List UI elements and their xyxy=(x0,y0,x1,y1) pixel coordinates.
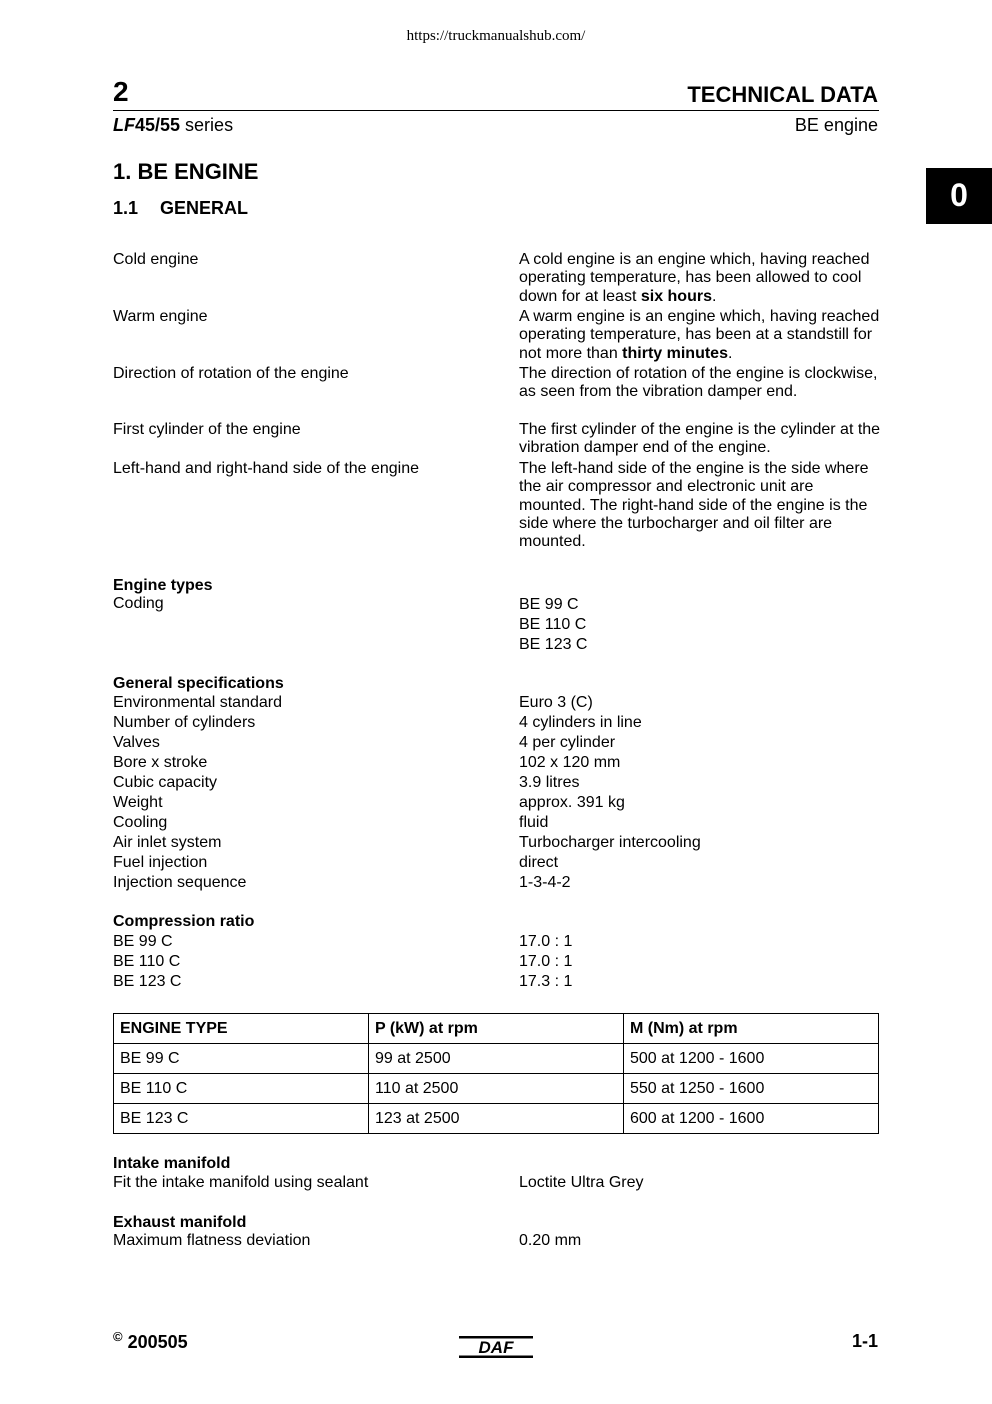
engine-code: BE 99 C xyxy=(519,596,579,613)
section-heading: 1. BE ENGINE xyxy=(113,159,259,184)
table-cell: BE 123 C xyxy=(114,1104,369,1134)
table-row xyxy=(114,1044,879,1074)
definition-text: The left-hand side of the engine is the side where the air compressor and electronic unit are mounted. The right-hand side of the engine is the side where the turbocharger and oil filter are mounted. xyxy=(519,460,869,551)
spec-label: Cubic capacity xyxy=(113,774,218,791)
subsection-number: 1.1 xyxy=(113,198,139,218)
logo-text: DAF xyxy=(478,1338,514,1358)
copyright-symbol: © xyxy=(113,1329,123,1344)
general-specs-labels xyxy=(113,693,513,893)
subsection-title: GENERAL xyxy=(160,198,249,218)
footer-date-code xyxy=(113,1329,188,1353)
series-label xyxy=(113,115,233,136)
series-italic: LF xyxy=(113,115,135,135)
exhaust-label: Maximum flatness deviation xyxy=(113,1232,311,1249)
date-code: 200505 xyxy=(127,1332,188,1352)
compression-values xyxy=(519,932,881,992)
engine-types-heading: Engine types xyxy=(113,577,213,594)
exhaust-heading: Exhaust manifold xyxy=(113,1214,247,1231)
definition-text: A cold engine is an engine which, having reached operating temperature, has been allowed to cool down for at least six hours. xyxy=(519,251,870,305)
table-header-cell: M (Nm) at rpm xyxy=(624,1014,879,1044)
table-header-cell: P (kW) at rpm xyxy=(369,1014,624,1044)
spec-value: direct xyxy=(519,854,559,871)
compression-label: BE 99 C xyxy=(113,933,173,950)
spec-label: Cooling xyxy=(113,814,168,831)
spec-value: 1-3-4-2 xyxy=(519,874,571,891)
table-cell: 600 at 1200 - 1600 xyxy=(624,1104,879,1134)
spec-label: Weight xyxy=(113,794,163,811)
spec-label: Air inlet system xyxy=(113,834,222,851)
table-cell: BE 110 C xyxy=(114,1074,369,1104)
table-cell: 500 at 1200 - 1600 xyxy=(624,1044,879,1074)
engine-performance-table xyxy=(113,1013,879,1134)
spec-value: approx. 391 kg xyxy=(519,794,625,811)
compression-label: BE 123 C xyxy=(113,973,182,990)
definition-text: The direction of rotation of the engine is clockwise, as seen from the vibration damper end. xyxy=(519,365,878,401)
definition-term: Left-hand and right-hand side of the engine xyxy=(113,460,420,477)
table-row xyxy=(114,1104,879,1134)
engine-code: BE 110 C xyxy=(519,616,587,633)
compression-value: 17.0 : 1 xyxy=(519,953,573,970)
compression-heading: Compression ratio xyxy=(113,913,255,930)
intake-heading: Intake manifold xyxy=(113,1155,231,1172)
exhaust-value: 0.20 mm xyxy=(519,1232,582,1249)
intake-label: Fit the intake manifold using sealant xyxy=(113,1174,369,1191)
spec-label: Valves xyxy=(113,734,160,751)
definition-term: First cylinder of the engine xyxy=(113,421,301,438)
chapter-title: TECHNICAL DATA xyxy=(687,82,878,107)
table-cell: 99 at 2500 xyxy=(369,1044,624,1074)
definition-text: The first cylinder of the engine is the cylinder at the vibration damper end of the engine. xyxy=(519,421,881,457)
engine-types-label: Coding xyxy=(113,595,164,612)
spec-value: 4 per cylinder xyxy=(519,734,616,751)
subsection-heading xyxy=(113,198,248,219)
spec-label: Environmental standard xyxy=(113,694,282,711)
compression-value: 17.0 : 1 xyxy=(519,933,573,950)
table-cell: 110 at 2500 xyxy=(369,1074,624,1104)
chapter-tab-marker: 0 xyxy=(926,168,992,224)
engine-label: BE engine xyxy=(794,115,878,135)
spec-label: Injection sequence xyxy=(113,874,247,891)
table-cell: BE 99 C xyxy=(114,1044,369,1074)
compression-labels xyxy=(113,932,513,992)
page-number: 1-1 xyxy=(851,1331,878,1351)
series-number: 45/55 xyxy=(135,115,181,135)
intake-value: Loctite Ultra Grey xyxy=(519,1174,644,1191)
spec-value: Euro 3 (C) xyxy=(519,694,593,711)
compression-label: BE 110 C xyxy=(113,953,181,970)
definition-term: Direction of rotation of the engine xyxy=(113,365,349,382)
table-header-row xyxy=(114,1014,879,1044)
header-divider xyxy=(113,110,879,111)
engine-code: BE 123 C xyxy=(519,636,588,653)
spec-value: 4 cylinders in line xyxy=(519,714,642,731)
general-specs-values xyxy=(519,693,881,893)
source-url: https://truckmanualshub.com/ xyxy=(406,28,586,44)
table-row xyxy=(114,1074,879,1104)
table-header-cell: ENGINE TYPE xyxy=(114,1014,369,1044)
table-cell: 123 at 2500 xyxy=(369,1104,624,1134)
spec-value: fluid xyxy=(519,814,549,831)
spec-value: 3.9 litres xyxy=(519,774,580,791)
definition-text: A warm engine is an engine which, having reached operating temperature, has been at a standstill for not more than thirty minutes. xyxy=(519,308,880,362)
chapter-number: 2 xyxy=(113,76,129,107)
spec-value: Turbocharger intercooling xyxy=(519,834,701,851)
spec-value: 102 x 120 mm xyxy=(519,754,621,771)
daf-logo xyxy=(459,1336,533,1363)
spec-label: Fuel injection xyxy=(113,854,208,871)
compression-value: 17.3 : 1 xyxy=(519,973,573,990)
table-cell: 550 at 1250 - 1600 xyxy=(624,1074,879,1104)
spec-label: Number of cylinders xyxy=(113,714,256,731)
series-suffix: series xyxy=(180,115,234,135)
definition-term: Cold engine xyxy=(113,251,199,268)
general-specs-heading: General specifications xyxy=(113,675,284,692)
definition-term: Warm engine xyxy=(113,308,208,325)
spec-label: Bore x stroke xyxy=(113,754,208,771)
engine-types-values xyxy=(519,595,881,655)
